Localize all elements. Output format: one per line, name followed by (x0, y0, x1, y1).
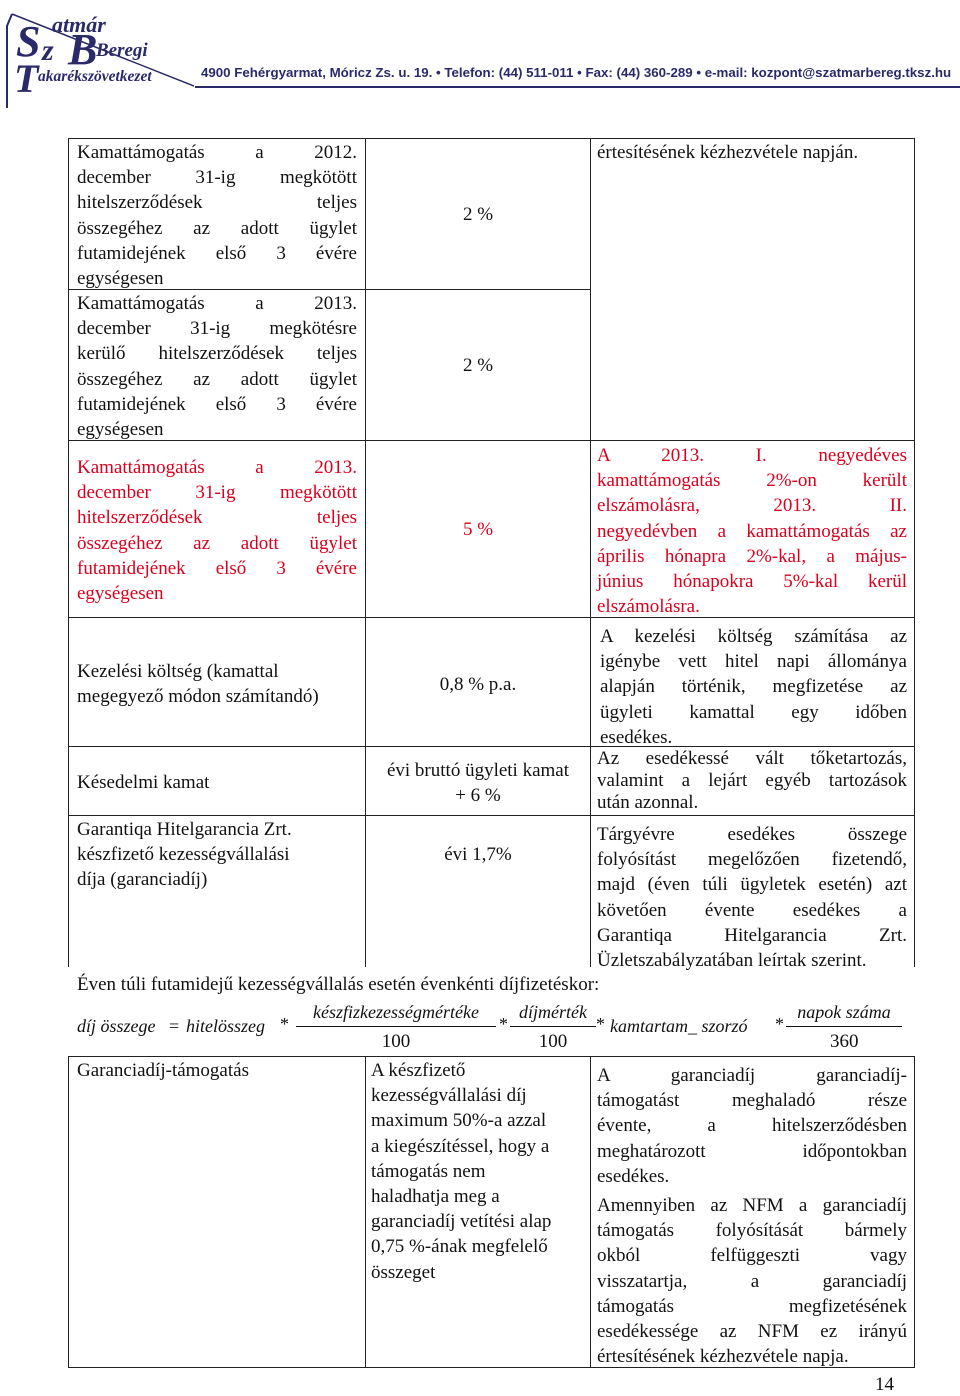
row3-note-line: negyedévben a kamattámogatás az (597, 520, 907, 542)
row6-label-line: díja (garanciadíj) (77, 869, 208, 891)
row6-note-line: majd (éven túli ügyletek esetén) azt (597, 874, 907, 896)
support-note-1 (597, 1063, 907, 1189)
row4-value: 0,8 % p.a. (439, 674, 517, 695)
formula-lhs: díj összege (77, 1016, 156, 1036)
row2-label (77, 291, 357, 442)
formula-multiply: * (280, 1014, 289, 1034)
formula-multiply: * (775, 1014, 784, 1034)
support-note-line: esedékessége az NFM ez irányú (597, 1321, 907, 1343)
logo-text-satmar: atmár (52, 12, 106, 37)
support-value (371, 1058, 587, 1285)
row2-label-line: összegéhez az adott ügylet (77, 368, 357, 390)
row4-note-line: igénybe vett hitel napi állománya (600, 651, 907, 673)
row6-label-line: készfizető kezességvállalási (77, 844, 290, 866)
row3-note-line: A 2013. I. negyedéves (597, 445, 907, 466)
company-logo (4, 4, 194, 108)
row6-value: évi 1,7% (444, 844, 512, 865)
svg-text:z: z (42, 34, 54, 67)
row6-note-line: folyósítást megelőzően fizetendő, (597, 849, 907, 871)
row4-note-line: ügyleti kamattal egy időben (600, 701, 907, 723)
support-note-line: támogatás folyósítását bármely (597, 1220, 907, 1242)
support-value-line: a kiegészítéssel, hogy a (371, 1135, 550, 1157)
support-value-line: A készfizető (371, 1060, 466, 1081)
formula-intro: Éven túli futamidejű kezességvállalás esetén évenkénti díjfizetéskor: (77, 974, 600, 995)
row6-note-line: követően évente esedékes a (597, 899, 907, 921)
row2-label-line: kerülő hitelszerződések teljes (77, 343, 357, 365)
row6-label (77, 817, 362, 893)
row6-note-line: Üzletszabályzatában leírtak szerint. (597, 950, 867, 972)
support-value-line: támogatás nem (371, 1160, 486, 1182)
svg-text:B: B (68, 25, 98, 74)
row1-label-line: futamidejének első 3 évére (77, 242, 357, 264)
row1-label-line: összegéhez az adott ügylet (77, 217, 357, 239)
row3-note (597, 443, 907, 619)
support-note-2 (597, 1193, 907, 1369)
support-note-line: évente, a hitelszerződésben (597, 1115, 907, 1137)
row5-label: Késedelmi kamat (77, 772, 210, 793)
row3-label-line: egységesen (77, 583, 164, 605)
formula-frac3-denominator: 360 (830, 1031, 859, 1052)
formula-multiply: * (499, 1014, 508, 1034)
row3-label-line: összegéhez az adott ügylet (77, 532, 357, 554)
formula-frac2-bar (510, 1026, 596, 1027)
row2-label-line: Kamattámogatás a 2013. (77, 293, 357, 314)
row3-label-line: december 31-ig megkötött (77, 482, 357, 504)
row6-note-line: Tárgyévre esedékes összege (597, 824, 907, 845)
row4-label (77, 659, 362, 709)
support-value-line: maximum 50%-a azzal (371, 1110, 547, 1132)
row4-label-line: Kezelési költség (kamattal (77, 661, 279, 682)
row1-label-line: Kamattámogatás a 2012. (77, 142, 357, 163)
row3-note-line: április hónapra 2%-kal, a május- (597, 545, 907, 567)
support-value-line: kezességvállalási díj (371, 1085, 527, 1107)
formula-frac1-denominator: 100 (381, 1031, 411, 1052)
support-value-line: garanciadíj vetítési alap (371, 1211, 552, 1233)
row5-note-line: valamint a lejárt egyéb tartozások (597, 770, 907, 791)
row4-note-line: A kezelési költség számítása az (600, 626, 907, 647)
row5-value (366, 758, 590, 808)
row4-note-line: esedékes. (600, 726, 673, 748)
row1-note: értesítésének kézhezvétele napján. (597, 142, 859, 163)
page-number: 14 (875, 1374, 894, 1395)
support-label: Garanciadíj-támogatás (77, 1060, 249, 1081)
row6-note-line: Garantiqa Hitelgarancia Zrt. (597, 924, 907, 946)
support-note-line: támogatást meghaladó része (597, 1090, 907, 1112)
row5-note (597, 748, 907, 814)
formula-frac1-bar (296, 1026, 496, 1027)
header-address: 4900 Fehérgyarmat, Móricz Zs. u. 19. • Telefon: (44) 511-011 • Fax: (44) 360-289 • e-mail: kozpont@szatmarbereg.tksz.hu (201, 65, 952, 80)
support-value-line: haladhatja meg a (371, 1186, 500, 1208)
svg-text:T: T (14, 56, 39, 101)
row4-label-line: megegyező módon számítandó) (77, 686, 319, 708)
formula-term-kamattartam: kamtartam_ szorzó (610, 1016, 748, 1036)
row2-label-line: egységesen (77, 419, 164, 441)
row5-value-line: évi bruttó ügyleti kamat (386, 760, 570, 781)
formula-frac2-denominator: 100 (538, 1031, 568, 1052)
logo-text-takarek: akarékszövetkezet (38, 68, 152, 85)
row3-label (77, 455, 357, 606)
support-value-line: összeget (371, 1261, 436, 1283)
row4-note-line: alapján történik, megfizetése az (600, 676, 907, 698)
support-note-line: támogatás megfizetésének (597, 1295, 907, 1317)
row3-label-line: Kamattámogatás a 2013. (77, 457, 357, 478)
formula-frac3-numerator: napok száma (797, 1002, 891, 1022)
formula-equals: = (169, 1016, 180, 1036)
row5-note-line: után azonnal. (597, 792, 699, 813)
formula-term-hitelosszeg: hitelösszeg (186, 1016, 265, 1036)
support-note-line: Amennyiben az NFM a garanciadíj (597, 1195, 907, 1216)
row1-label-line: hitelszerződések teljes (77, 192, 357, 214)
row3-label-line: hitelszerződések teljes (77, 507, 357, 529)
row1-value: 2 % (462, 204, 494, 225)
formula-multiply: * (596, 1014, 605, 1034)
row5-note-line: Az esedékessé vált tőketartozás, (597, 748, 907, 769)
row1-label-line: egységesen (77, 268, 164, 290)
support-note-line: értesítésének kézhezvétele napja. (597, 1346, 849, 1368)
svg-text:S: S (16, 17, 41, 66)
formula-frac1-numerator: készfizkezességmértéke (313, 1002, 479, 1022)
row6-note (597, 822, 907, 973)
row5-value-line: + 6 % (455, 785, 501, 807)
header-divider (195, 86, 960, 88)
row1-label-line: december 31-ig megkötött (77, 167, 357, 189)
row3-note-line: elszámolásra, 2013. II. (597, 495, 907, 517)
row3-value: 5 % (462, 519, 494, 540)
row3-note-line: elszámolásra. (597, 596, 700, 618)
support-note-line: A garanciadíj garanciadíj- (597, 1065, 907, 1086)
row3-note-line: kamattámogatás 2%-on került (597, 470, 907, 492)
support-value-line: 0,75 %-ának megfelelő (371, 1236, 548, 1258)
row6-label-line: Garantiqa Hitelgarancia Zrt. (77, 819, 292, 840)
row4-note (600, 624, 907, 750)
row3-label-line: futamidejének első 3 évére (77, 557, 357, 579)
row1-label (77, 140, 357, 291)
formula-frac2-numerator: díjmérték (519, 1002, 587, 1022)
support-note-line: visszatartja, a garanciadíj (597, 1270, 907, 1292)
row3-note-line: június hónapokra 5%-kal kerül (597, 571, 907, 593)
row2-value: 2 % (462, 355, 494, 376)
logo-text-beregi: Beregi (96, 40, 148, 61)
row2-label-line: futamidejének első 3 évére (77, 393, 357, 415)
support-note-line: esedékes. (597, 1165, 670, 1187)
support-note-line: okból felfüggeszti vagy (597, 1245, 907, 1267)
formula-frac3-bar (786, 1026, 902, 1027)
support-note-line: meghatározott időpontokban (597, 1140, 907, 1162)
row2-label-line: december 31-ig megkötésre (77, 318, 357, 340)
